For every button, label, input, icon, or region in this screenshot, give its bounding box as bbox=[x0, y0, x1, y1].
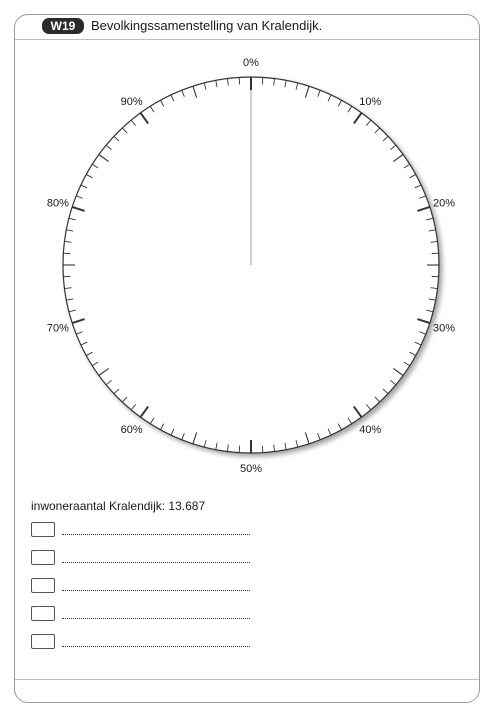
dial-label: 20% bbox=[433, 197, 456, 210]
dial-label: 70% bbox=[46, 322, 69, 335]
exercise-badge: W19 bbox=[42, 18, 84, 34]
population-text: inwoneraantal Kralendijk: 13.687 bbox=[31, 499, 206, 513]
answer-row bbox=[31, 522, 261, 540]
dial-label: 60% bbox=[120, 424, 143, 437]
color-key-box[interactable] bbox=[31, 606, 55, 621]
answer-dotted-line[interactable] bbox=[62, 618, 250, 619]
color-key-box[interactable] bbox=[31, 522, 55, 537]
answer-dotted-line[interactable] bbox=[62, 646, 250, 647]
color-key-box[interactable] bbox=[31, 634, 55, 649]
dial-label: 50% bbox=[239, 463, 263, 475]
answer-row bbox=[31, 634, 261, 652]
color-key-box[interactable] bbox=[31, 578, 55, 593]
answer-dotted-line[interactable] bbox=[62, 562, 250, 563]
answer-dotted-line[interactable] bbox=[62, 534, 250, 535]
color-key-box[interactable] bbox=[31, 550, 55, 565]
answer-row bbox=[31, 606, 261, 624]
dial-label: 80% bbox=[46, 197, 69, 210]
answer-dotted-line[interactable] bbox=[62, 590, 250, 591]
dial-label: 30% bbox=[433, 322, 456, 335]
worksheet-title: Bevolkingssamenstelling van Kralendijk. bbox=[91, 18, 323, 33]
dial-label: 90% bbox=[120, 95, 143, 108]
dial-label: 40% bbox=[359, 424, 382, 437]
dial-label: 0% bbox=[243, 57, 259, 69]
answer-row bbox=[31, 578, 261, 596]
answer-row bbox=[31, 550, 261, 568]
dial-label: 10% bbox=[359, 95, 382, 108]
